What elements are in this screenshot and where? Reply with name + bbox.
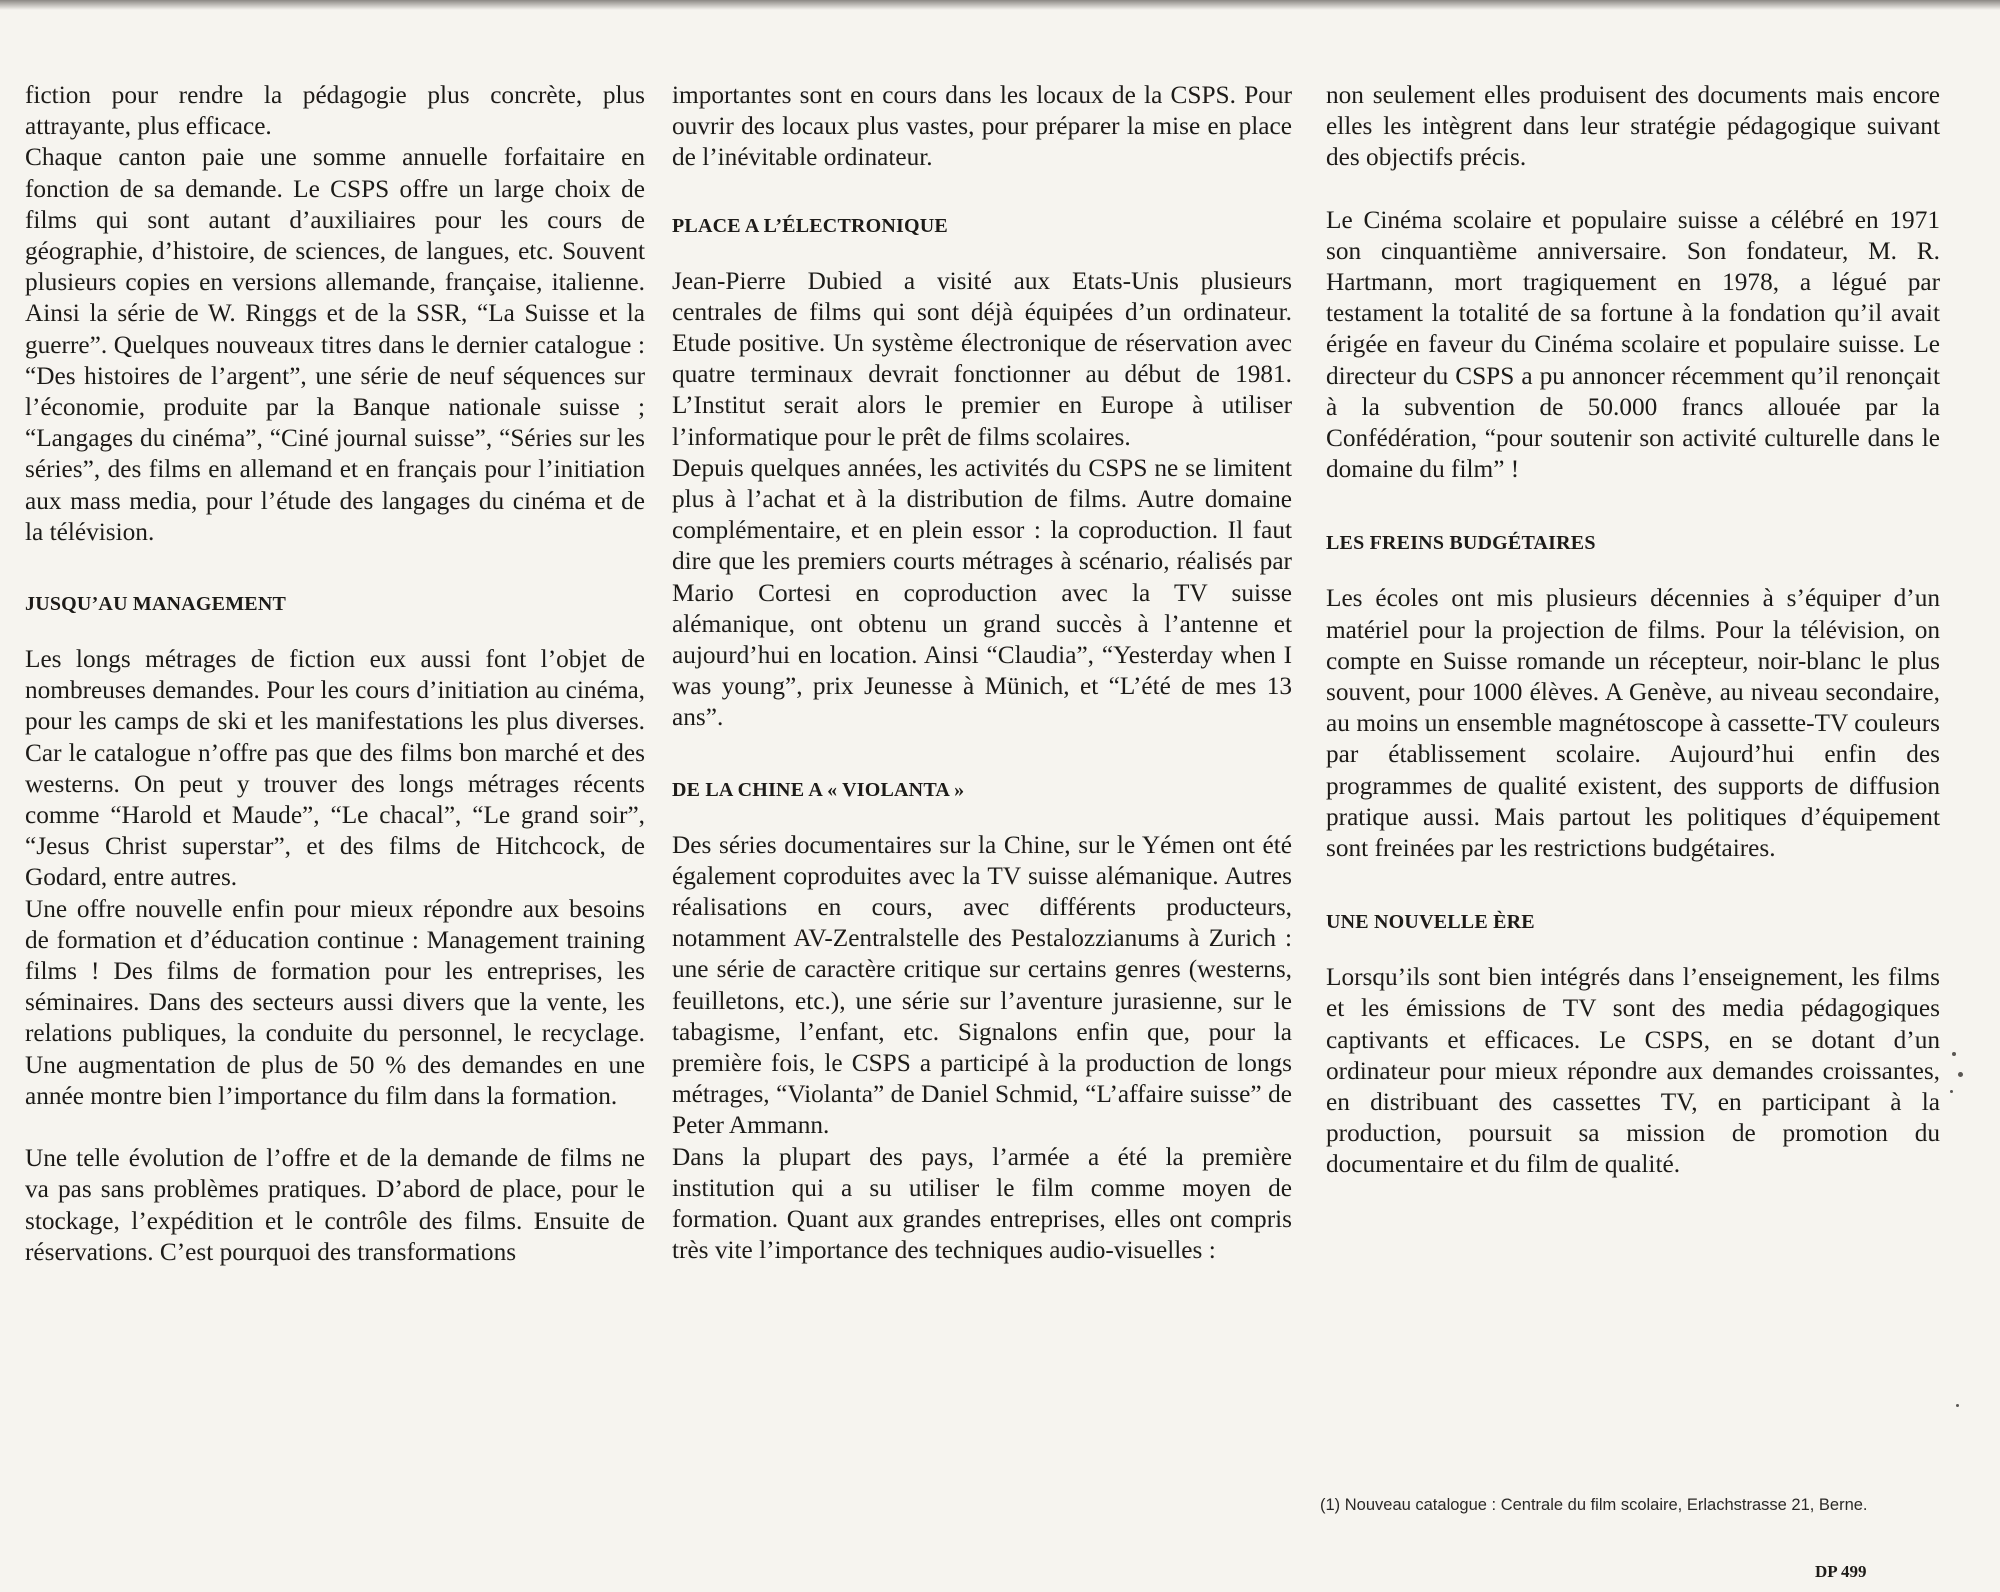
col3-paragraph-1: non seulement elles produisent des documents mais encore elles les intègrent dans leur stratégie pédagogique suivant des objectifs précis.	[1326, 81, 1940, 172]
col1-paragraph-4: Une offre nouvelle enfin pour mieux répondre aux besoins de formation et d’éducation continue : Management training films ! Des films de formation pour les entreprises, les séminaires. Dans des secteurs aussi divers que la vente, les relations publiques, la conduite du personnel, le recyclage. Une augmentation de plus de 50 % des demandes en une année montre bien l’importance du film dans la formation.	[25, 894, 645, 1110]
col2-paragraph-5: Dans la plupart des pays, l’armée a été la première institution qui a su utiliser le film comme moyen de formation. Quant aux grandes entreprises, elles ont compris très vite l’importance des techniques audio-visuelles :	[672, 1142, 1292, 1265]
scan-speck	[1952, 1052, 1956, 1056]
column-3	[1326, 80, 1940, 1181]
col2-paragraph-3: Depuis quelques années, les activités du CSPS ne se limitent plus à l’achat et à la distribution de films. Autre domaine complémentaire, et en plein essor : la coproduction. Il faut dire que les premiers courts métrages à scénario, réalisés par Mario Cortesi en coproduction avec la TV suisse alémanique, ont obtenu un grand succès à l’antenne et aujourd’hui en location. Ainsi “Claudia”, “Yesterday when I was young”, prix Jeunesse à Münich, et “L’été de mes 13 ans”.	[672, 453, 1292, 732]
col3-paragraph-2: Le Cinéma scolaire et populaire suisse a célébré en 1971 son cinquantième anniversaire. Son fondateur, M. R. Hartmann, mort tragiquement en 1978, a légué par testament la totalité de sa fortune à la fondation qu’il avait érigée en faveur du Cinéma scolaire et populaire suisse. Le directeur du CSPS a pu annoncer récemment qu’il renonçait à la subvention de 50.000 francs allouée par la Confédération, “pour soutenir son activité culturelle dans le domaine du film” !	[1326, 205, 1940, 484]
scan-speck	[1950, 1090, 1953, 1093]
col2-paragraph-1: importantes sont en cours dans les locaux de la CSPS. Pour ouvrir des locaux plus vastes, pour préparer la mise en place de l’inévitable ordinateur.	[672, 81, 1292, 172]
footnote: (1) Nouveau catalogue : Centrale du film scolaire, Erlachstrasse 21, Berne.	[1320, 1496, 1868, 1514]
scan-speck	[1956, 1404, 1959, 1407]
col3-paragraph-4: Lorsqu’ils sont bien intégrés dans l’enseignement, les films et les émissions de TV sont des media pédagogiques captivants et efficaces. Le CSPS, en se dotant d’un ordinateur pour mieux répondre aux demandes croissantes, en distribuant des cassettes TV, en participant à la production, poursuit sa mission de promotion du documentaire et du film de qualité.	[1326, 963, 1940, 1179]
column-1	[25, 80, 645, 1268]
heading-electronique: PLACE A L’ÉLECTRONIQUE	[672, 214, 948, 237]
top-edge-shadow	[0, 0, 2000, 10]
heading-freins-budgetaires: LES FREINS BUDGÉTAIRES	[1326, 532, 1596, 555]
scan-speck	[1958, 1072, 1963, 1077]
col3-paragraph-3: Les écoles ont mis plusieurs décennies à s’équiper d’un matériel pour la projection de films. Pour la télévision, on compte en Suisse romande un récepteur, noir-blanc le plus souvent, pour 1000 élèves. A Genève, au niveau secondaire, au moins un ensemble magnétoscope à cassette-TV couleurs par établissement scolaire. Aujourd’hui enfin des programmes de qualité existent, des supports de diffusion pratique aussi. Mais partout les politiques d’équipement sont freinées par les restrictions budgétaires.	[1326, 584, 1940, 863]
col2-paragraph-2: Jean-Pierre Dubied a visité aux Etats-Unis plusieurs centrales de films qui sont déjà équipées d’un ordinateur. Etude positive. Un système électronique de réservation avec quatre terminaux devrait fonctionner au début de 1981. L’Institut serait alors le premier en Europe à utiliser l’informatique pour le prêt de films scolaires.	[672, 266, 1292, 451]
col2-paragraph-4: Des séries documentaires sur la Chine, sur le Yémen ont été également coproduites avec la TV suisse alémanique. Autres réalisations en cours, avec différents producteurs, notamment AV-Zentralstelle des Pestalozzianums à Zurich : une série de caractère critique sur certains genres (westerns, feuilletons, etc.), une série sur l’aventure jurasienne, sur le tabagisme, l’enfant, etc. Signalons enfin que, pour la première fois, le CSPS a participé à la production de longs métrages, “Violanta” de Daniel Schmid, “L’affaire suisse” de Peter Ammann.	[672, 830, 1292, 1140]
heading-nouvelle-ere: UNE NOUVELLE ÈRE	[1326, 911, 1535, 934]
col1-paragraph-3: Les longs métrages de fiction eux aussi font l’objet de nombreuses demandes. Pour les cours d’initiation au cinéma, pour les camps de ski et les manifestations les plus diverses. Car le catalogue n’offre pas que des films bon marché et des westerns. On peut y trouver des longs métrages récents comme “Harold et Maude”, “Le chacal”, “Le grand soir”, “Jesus Christ superstar”, et des films de Hitchcock, de Godard, entre autres.	[25, 645, 645, 892]
heading-chine-violanta: DE LA CHINE A « VIOLANTA »	[672, 778, 965, 801]
col1-paragraph-1: fiction pour rendre la pédagogie plus concrète, plus attrayante, plus efficace.	[25, 81, 645, 141]
col1-paragraph-5: Une telle évolution de l’offre et de la demande de films ne va pas sans problèmes pratiques. D’abord de place, pour le stockage, l’expédition et le contrôle des films. Ensuite de réservations. C’est pourquoi des transformations	[25, 1144, 645, 1266]
heading-management: JUSQU’AU MANAGEMENT	[25, 593, 287, 616]
col1-paragraph-2: Chaque canton paie une somme annuelle forfaitaire en fonction de sa demande. Le CSPS offre un large choix de films qui sont autant d’auxiliaires pour les cours de géographie, d’histoire, de sciences, de langues, etc. Souvent plusieurs copies en versions allemande, française, italienne. Ainsi la série de W. Ringgs et de la SSR, “La Suisse et la guerre”. Quelques nouveaux titres dans le dernier catalogue : “Des histoires de l’argent”, une série de neuf séquences sur l’économie, produite par la Banque nationale suisse ; “Langages du cinéma”, “Ciné journal suisse”, “Séries sur les séries”, des films en allemand et en français pour l’initiation aux mass media, pour l’étude des langages du cinéma et de la télévision.	[25, 143, 645, 546]
page-number: DP 499	[1815, 1562, 1867, 1581]
column-2	[672, 80, 1292, 1267]
